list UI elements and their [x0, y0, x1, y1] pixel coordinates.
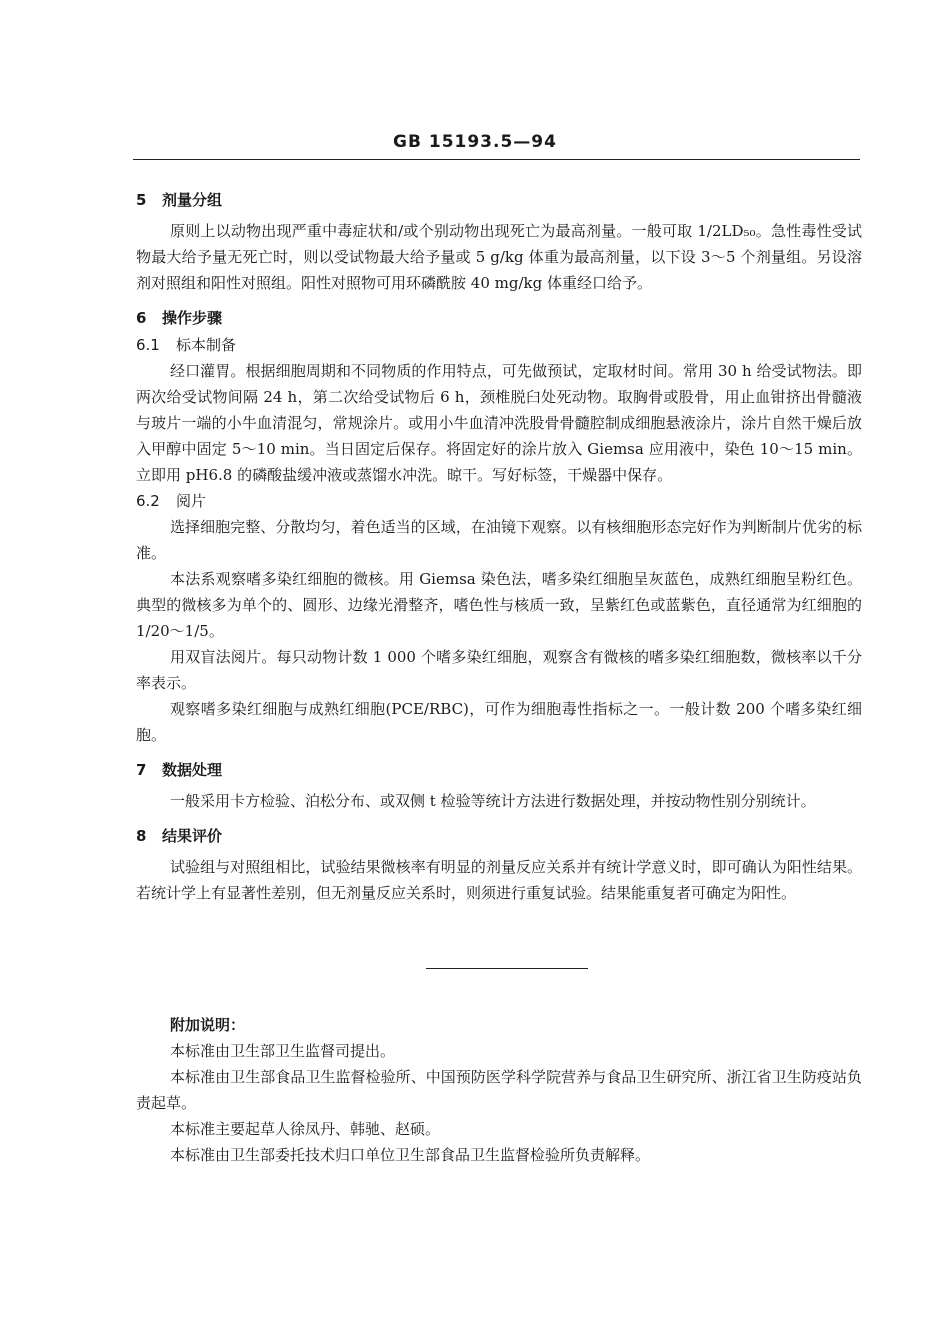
subsection-title: 标本制备	[176, 336, 237, 354]
section-5-paragraph: 原则上以动物出现严重中毒症状和/或个别动物出现死亡为最高剂量。一般可取 1/2LD₅₀。急性毒性受试物最大给予量无死亡时，则以受试物最大给予量或 5 g/kg 体重为最高剂量，以下设 3～5 个剂量组。另设溶剂对照组和阳性对照组。阳性对照物可用环磷酰胺 40 mg/kg 体重经口给予。	[136, 222, 862, 292]
section-8-paragraph: 试验组与对照组相比，试验结果微核率有明显的剂量反应关系并有统计学意义时，即可确认为阳性结果。若统计学上有显著性差别，但无剂量反应关系时，则须进行重复试验。结果能重复者可确定为阳性。	[136, 858, 862, 902]
appendix-line-4: 本标准由卫生部委托技术归口单位卫生部食品卫生监督检验所负责解释。	[170, 1146, 651, 1164]
section-7-heading	[136, 756, 862, 784]
standard-code-header: GB 15193.5—94	[393, 132, 557, 152]
subsection-title: 阅片	[176, 492, 207, 510]
section-number: 5	[136, 191, 147, 209]
document-body	[136, 186, 862, 906]
header-rule	[133, 159, 860, 160]
section-7-paragraph: 一般采用卡方检验、泊松分布、或双侧 t 检验等统计方法进行数据处理，并按动物性别分别统计。	[170, 792, 816, 810]
section-8-heading	[136, 822, 862, 850]
section-title: 数据处理	[162, 761, 223, 779]
section-6-heading	[136, 304, 862, 332]
appendix-line-3: 本标准主要起草人徐凤丹、韩驰、赵硕。	[170, 1120, 441, 1138]
section-title: 结果评价	[162, 827, 223, 845]
section-title: 操作步骤	[162, 309, 223, 327]
section-6-2-paragraph-3: 用双盲法阅片。每只动物计数 1 000 个嗜多染红细胞，观察含有微核的嗜多染红细胞数，微核率以千分率表示。	[136, 648, 862, 692]
section-6-2-paragraph-2: 本法系观察嗜多染红细胞的微核。用 Giemsa 染色法，嗜多染红细胞呈灰蓝色，成熟红细胞呈粉红色。典型的微核多为单个的、圆形、边缘光滑整齐，嗜色性与核质一致，呈紫红色或蓝紫色，直径通常为红细胞的 1/20～1/5。	[136, 570, 862, 640]
section-title: 剂量分组	[162, 191, 223, 209]
appendix-notes	[136, 1012, 862, 1168]
section-6-2-paragraph-1: 选择细胞完整、分散均匀，着色适当的区域，在油镜下观察。以有核细胞形态完好作为判断制片优劣的标准。	[136, 518, 862, 562]
section-5-heading	[136, 186, 862, 214]
appendix-line-2: 本标准由卫生部食品卫生监督检验所、中国预防医学科学院营养与食品卫生研究所、浙江省卫生防疫站负责起草。	[136, 1068, 862, 1112]
section-6-2-heading	[136, 488, 862, 514]
appendix-title: 附加说明：	[170, 1016, 246, 1034]
section-6-2-paragraph-4: 观察嗜多染红细胞与成熟红细胞(PCE/RBC)，可作为细胞毒性指标之一。一般计数 200 个嗜多染红细胞。	[136, 700, 862, 744]
section-number: 6	[136, 309, 147, 327]
subsection-number: 6.1	[136, 336, 160, 354]
section-divider	[426, 968, 588, 969]
section-6-1-paragraph: 经口灌胃。根据细胞周期和不同物质的作用特点，可先做预试，定取材时间。常用 30 h 给受试物法。即两次给受试物间隔 24 h，第二次给受试物后 6 h，颈椎脱臼处死动物。取胸骨或股骨，用止血钳挤出骨髓液与玻片一端的小牛血清混匀，常规涂片。或用小牛血清冲洗股骨骨髓腔制成细胞悬液涂片，涂片自然干燥后放入甲醇中固定 5～10 min。当日固定后保存。将固定好的涂片放入 Giemsa 应用液中，染色 10～15 min。立即用 pH6.8 的磷酸盐缓冲液或蒸馏水冲洗。晾干。写好标签，干燥器中保存。	[136, 362, 862, 484]
appendix-line-1: 本标准由卫生部卫生监督司提出。	[170, 1042, 396, 1060]
subsection-number: 6.2	[136, 492, 160, 510]
section-number: 7	[136, 761, 147, 779]
section-number: 8	[136, 827, 147, 845]
section-6-1-heading	[136, 332, 862, 358]
